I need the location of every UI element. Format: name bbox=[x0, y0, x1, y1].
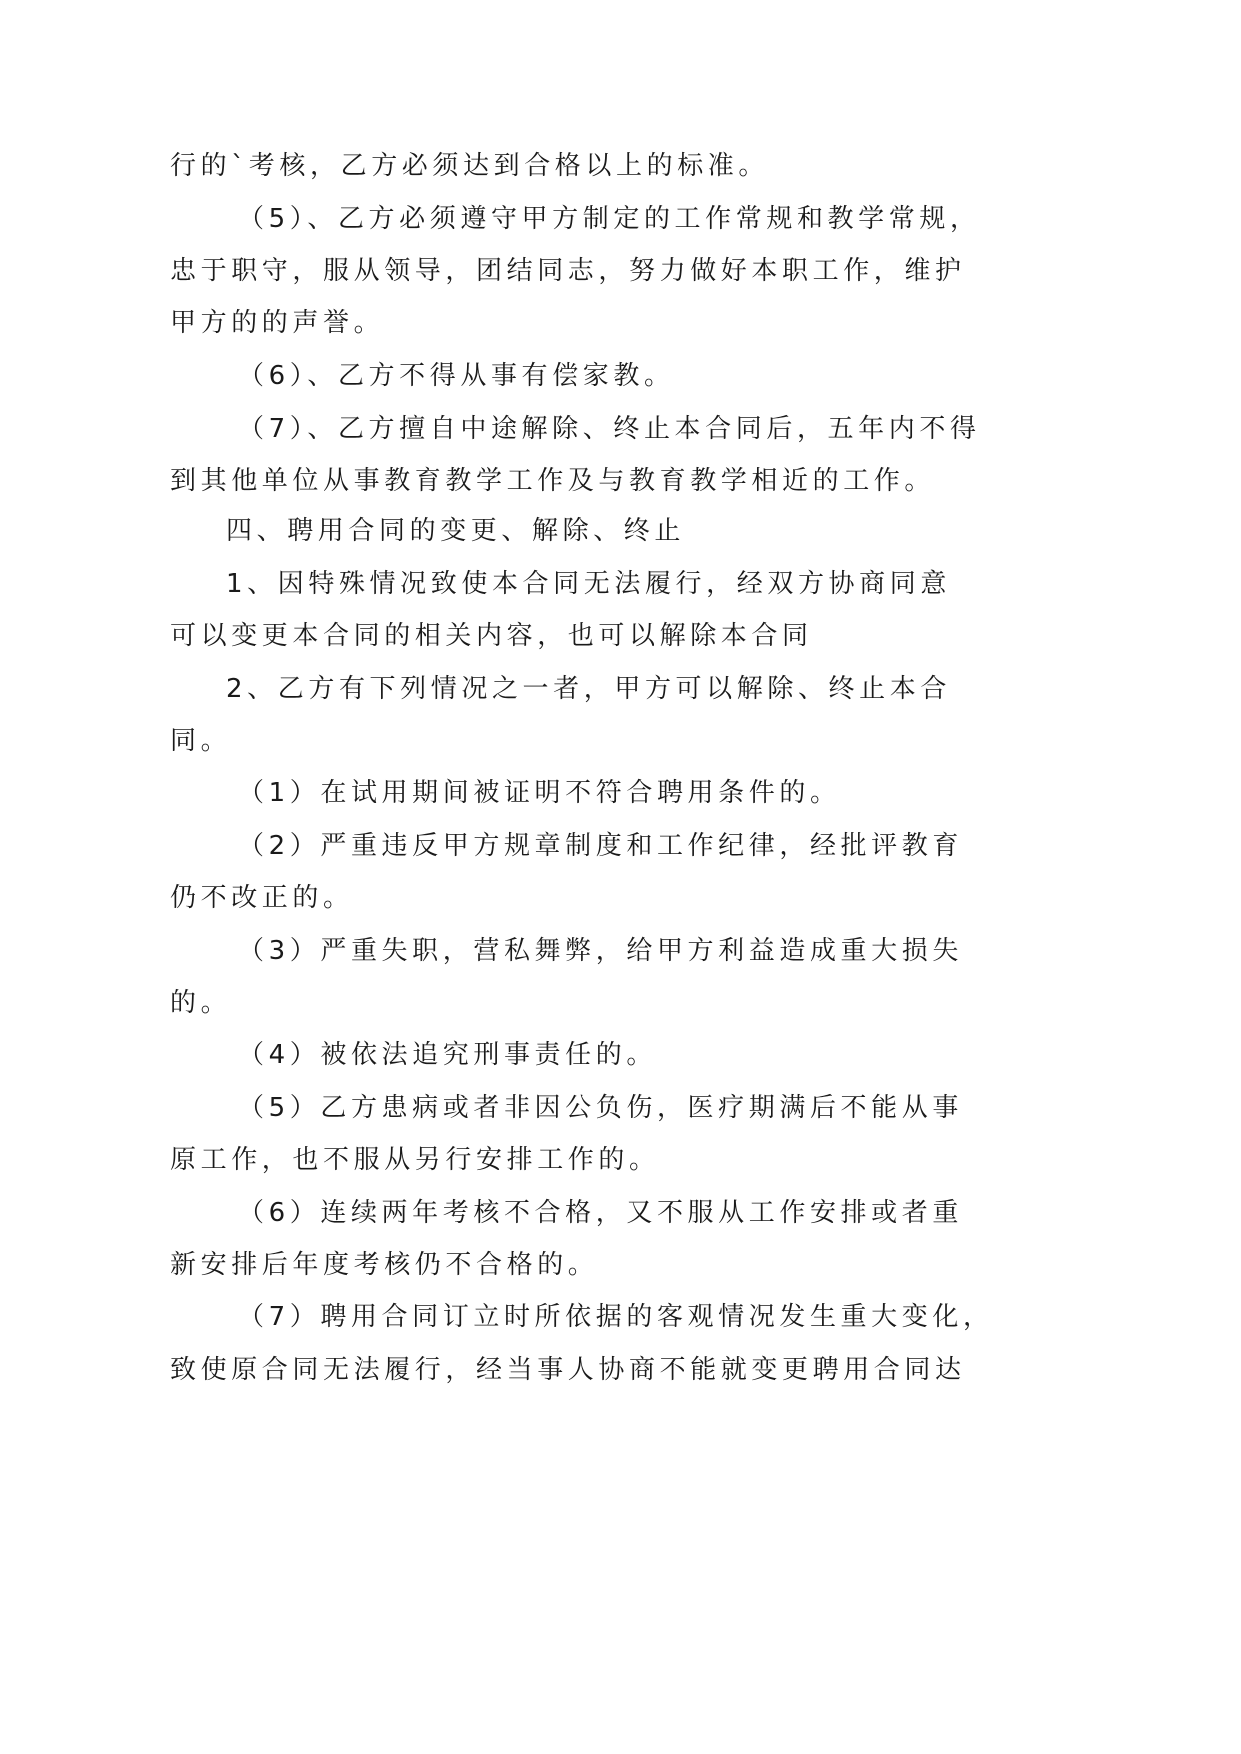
text-line: （7）、乙方擅自中途解除、终止本合同后，五年内不得 bbox=[238, 414, 981, 444]
text-line: 甲方的的声誉。 bbox=[170, 308, 385, 338]
text-line: 致使原合同无法履行，经当事人协商不能就变更聘用合同达 bbox=[170, 1355, 966, 1385]
text-line: 新安排后年度考核仍不合格的。 bbox=[170, 1250, 599, 1280]
text-line: 可以变更本合同的相关内容，也可以解除本合同 bbox=[170, 621, 813, 651]
text-line: （2）严重违反甲方规章制度和工作纪律，经批评教育 bbox=[238, 831, 963, 861]
text-line: 同。 bbox=[170, 726, 232, 756]
text-line: （4）被依法追究刑事责任的。 bbox=[238, 1040, 657, 1070]
text-line: 的。 bbox=[170, 988, 232, 1018]
text-line: 忠于职守，服从领导，团结同志，努力做好本职工作，维护 bbox=[170, 256, 966, 286]
text-line: 2、乙方有下列情况之一者，甲方可以解除、终止本合 bbox=[226, 674, 951, 704]
text-line: 1、因特殊情况致使本合同无法履行，经双方协商同意 bbox=[226, 569, 951, 599]
text-line: （5）乙方患病或者非因公负伤，医疗期满后不能从事 bbox=[238, 1093, 963, 1123]
text-line: 行的`考核，乙方必须达到合格以上的标准。 bbox=[170, 151, 770, 181]
text-line: （5）、乙方必须遵守甲方制定的工作常规和教学常规， bbox=[238, 204, 981, 234]
text-line: （1）在试用期间被证明不符合聘用条件的。 bbox=[238, 778, 841, 808]
text-line: （7）聘用合同订立时所依据的客观情况发生重大变化， bbox=[238, 1302, 994, 1332]
text-line: （6）、乙方不得从事有偿家教。 bbox=[238, 361, 675, 391]
text-line: 仍不改正的。 bbox=[170, 883, 354, 913]
section-heading: 四、聘用合同的变更、解除、终止 bbox=[226, 516, 686, 546]
text-line: 到其他单位从事教育教学工作及与教育教学相近的工作。 bbox=[170, 466, 936, 496]
text-line: （6）连续两年考核不合格，又不服从工作安排或者重 bbox=[238, 1198, 963, 1228]
text-line: （3）严重失职，营私舞弊，给甲方利益造成重大损失 bbox=[238, 936, 963, 966]
text-line: 原工作，也不服从另行安排工作的。 bbox=[170, 1145, 660, 1175]
